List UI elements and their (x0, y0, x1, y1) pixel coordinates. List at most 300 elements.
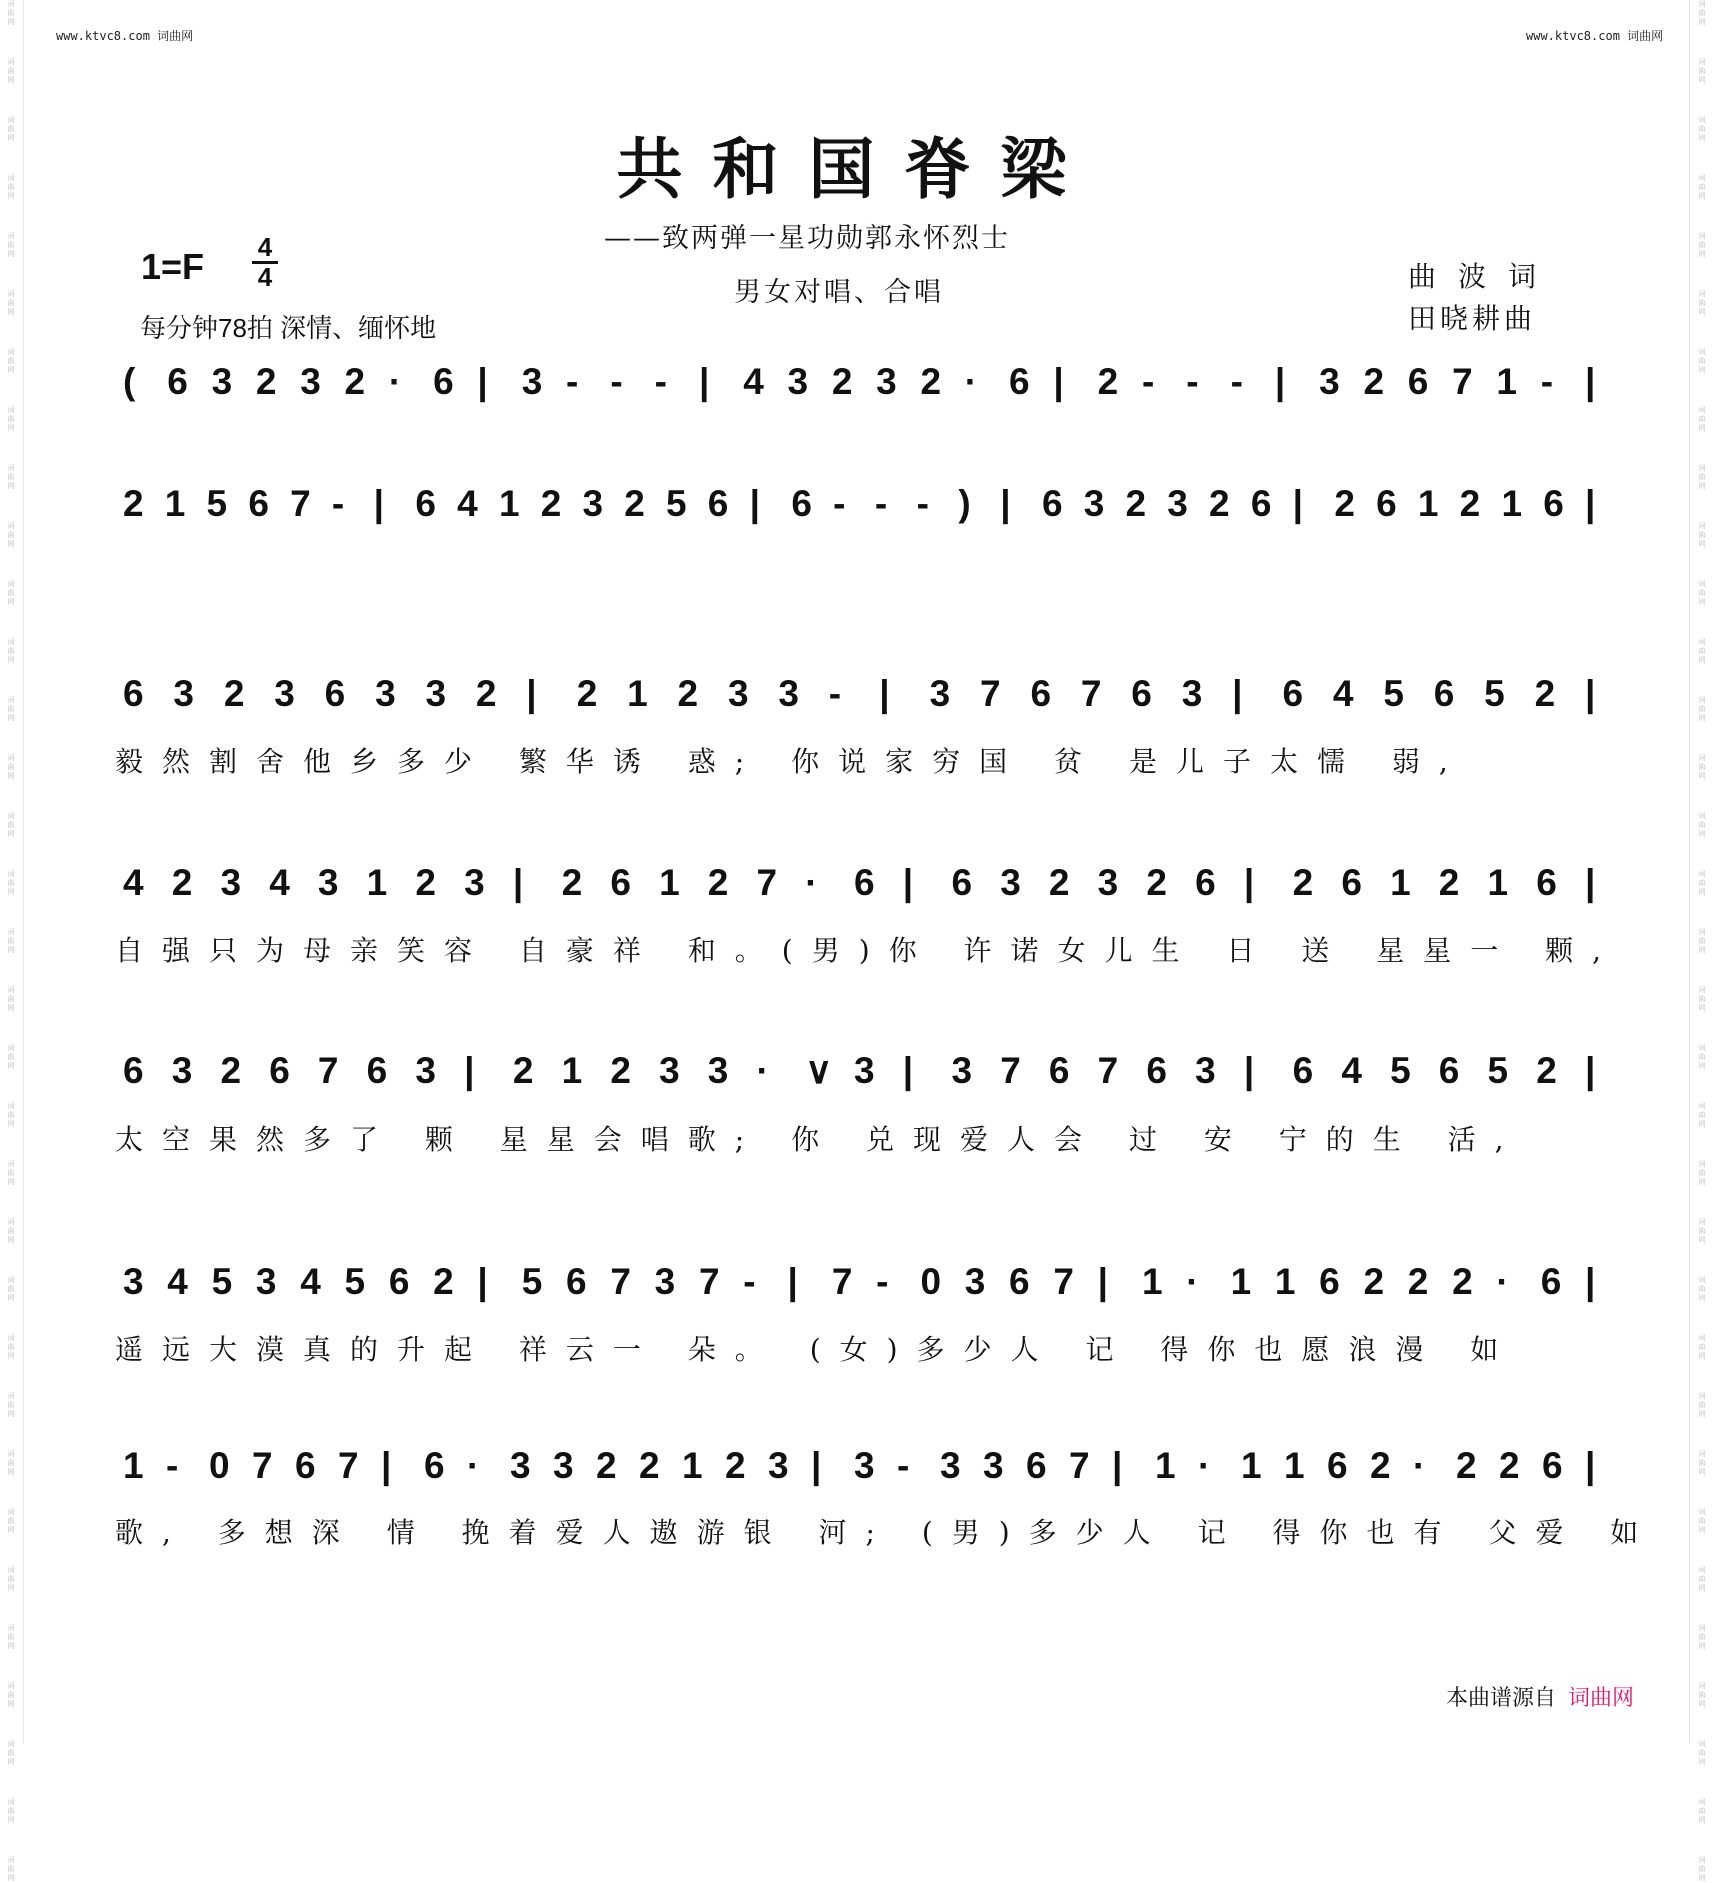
score-token: 3 (521, 361, 543, 402)
barline: | (1097, 1261, 1109, 1302)
score-token: 3 (654, 1261, 676, 1302)
lyrics-line: 毅然割舍他乡多少 繁华诱 惑; 你说家穷国 贫 是儿子太懦 弱, (115, 745, 1467, 778)
score-token: 0 (209, 1445, 230, 1486)
side-watermark: 词 曲 网 (7, 870, 15, 896)
score-token: · (805, 862, 818, 903)
barline: | (1585, 361, 1596, 402)
score-token: 3 (211, 361, 233, 402)
score-token: 6 (566, 1261, 587, 1302)
key-signature: 1=F (141, 246, 205, 287)
score-token: 2 (123, 483, 144, 524)
side-watermark: 词 曲 网 (7, 116, 15, 142)
score-token: 4 (123, 862, 144, 903)
side-watermark: 词 曲 网 (1698, 812, 1706, 838)
side-watermark: 词 曲 网 (1698, 1218, 1706, 1244)
barline: | (1292, 483, 1303, 524)
score-token: 5 (211, 1261, 233, 1302)
score-token: 3 (1319, 361, 1340, 402)
score-token: - (828, 673, 842, 714)
score-token: 7 (252, 1445, 273, 1486)
score-token: 3 (876, 361, 897, 402)
score-token: 3 (425, 673, 447, 714)
score-token: 2 (433, 1261, 454, 1302)
score-token: 6 (1438, 1050, 1460, 1091)
tempo-marking: 每分钟78拍 深情、缅怀地 (140, 313, 437, 343)
score-token: 3 (707, 1050, 729, 1091)
side-watermark: 词 曲 网 (7, 1856, 15, 1882)
score-token: 3 (274, 673, 295, 714)
score-token: 5 (1484, 673, 1505, 714)
score-token: 6 (1009, 361, 1030, 402)
lyrics-line: 自强只为母亲笑容 自豪祥 和。(男)你 许诺女儿生 日 送 星星一 颗, (115, 934, 1621, 967)
score-token: 2 (596, 1445, 617, 1486)
score-token: - (876, 1261, 889, 1302)
barline: | (526, 673, 537, 714)
score-token: 3 (727, 673, 749, 714)
score-token: 7 (610, 1261, 631, 1302)
barline: | (512, 862, 524, 903)
barline: | (749, 483, 760, 524)
score-token: 6 (1543, 483, 1564, 524)
score-token: 7 (338, 1445, 359, 1486)
side-watermark: 词 曲 网 (1698, 406, 1706, 432)
score-token: - (566, 361, 579, 402)
score-token: - (833, 483, 846, 524)
score-token: 2 (1146, 862, 1167, 903)
barline: | (477, 361, 488, 402)
score-token: 5 (206, 483, 228, 524)
barline: | (1585, 862, 1596, 903)
side-watermark: 词 曲 网 (1698, 1508, 1706, 1534)
score-token: 2 (1292, 862, 1314, 903)
score-token: 7 (317, 1050, 339, 1091)
score-token: 6 (1250, 483, 1272, 524)
score-token: 2 (725, 1445, 746, 1486)
score-token: 1 (1241, 1445, 1262, 1486)
score-token: 7 (831, 1261, 853, 1302)
left-watermark-strip (4, 0, 18, 1882)
score-token: 2 (171, 862, 193, 903)
lyrics-line: 遥远大漠真的升起 祥云一 朵。 (女)多少人 记 得你也愿浪漫 如 (115, 1333, 1518, 1366)
score-token: 2 (220, 1050, 242, 1091)
score-token: 6 (324, 673, 346, 714)
side-watermark: 词 曲 网 (7, 638, 15, 664)
side-watermark: 词 曲 网 (7, 522, 15, 548)
score-token: - (874, 483, 888, 524)
lyrics-line: 太空果然多了 颗 星星会唱歌; 你 兑现爱人会 过 安 宁的生 活, (115, 1123, 1523, 1156)
score-token: - (654, 361, 667, 402)
score-token: 6 (248, 483, 269, 524)
score-token: 6 (1540, 1261, 1562, 1302)
side-watermark: 词 曲 网 (1698, 116, 1706, 142)
score-token: 6 (1026, 1445, 1047, 1486)
score-token: 2 (1536, 1050, 1557, 1091)
score-token: 6 (1195, 862, 1216, 903)
source-footer (1446, 1681, 1634, 1712)
score-token: 6 (123, 1050, 144, 1091)
score-token: 7 (290, 483, 311, 524)
left-margin-line (23, 0, 24, 1743)
score-token: 6 (1009, 1261, 1030, 1302)
score-token: 6 (1341, 862, 1362, 903)
side-watermark: 词 曲 网 (7, 0, 15, 26)
score-token: 7 (756, 862, 778, 903)
score-token: 2 (1363, 361, 1385, 402)
barline: | (477, 1261, 488, 1302)
score-token: 3 (464, 862, 485, 903)
score-token: 7 (1080, 673, 1102, 714)
barline: | (902, 1050, 914, 1091)
side-watermark: 词 曲 网 (7, 580, 15, 606)
score-token: 3 (173, 673, 194, 714)
side-watermark: 词 曲 网 (1698, 1450, 1706, 1476)
side-watermark: 词 曲 网 (7, 406, 15, 432)
score-token: 2 (255, 361, 277, 402)
score-token: 3 (510, 1445, 531, 1486)
score-token: 7 (1452, 361, 1473, 402)
side-watermark: 词 曲 网 (1698, 1566, 1706, 1592)
score-token: 4 (167, 1261, 188, 1302)
score-token: 2 (1456, 1445, 1477, 1486)
score-token: - (610, 361, 623, 402)
score-token: 6 (424, 1445, 445, 1486)
score-token: · (467, 1445, 480, 1486)
score-token: 6 (1131, 673, 1152, 714)
score-token: 4 (1332, 673, 1354, 714)
side-watermark: 词 曲 网 (1698, 1102, 1706, 1128)
score-token: 6 (791, 483, 812, 524)
score-token: 3 (940, 1445, 961, 1486)
score-token: 7 (698, 1261, 720, 1302)
score-token: 3 (1000, 862, 1021, 903)
score-token: 2 (415, 862, 436, 903)
score-token: 5 (1487, 1050, 1509, 1091)
score-token: 4 (457, 483, 478, 524)
side-watermark: 词 曲 网 (1698, 1044, 1706, 1070)
score-token: 6 (1282, 673, 1304, 714)
side-watermark: 词 曲 网 (7, 1392, 15, 1418)
score-token: 2 (1438, 862, 1460, 903)
side-watermark: 词 曲 网 (1698, 986, 1706, 1012)
score-token: 3 (582, 483, 604, 524)
lyricist-credit: 曲波词 (1408, 260, 1559, 293)
score-token: 7 (1053, 1261, 1074, 1302)
score-token: 5 (1383, 673, 1404, 714)
side-watermark: 词 曲 网 (7, 1798, 15, 1824)
side-watermark: 词 曲 网 (1698, 870, 1706, 896)
score-token: 6 (1319, 1261, 1340, 1302)
score-token: 3 (317, 862, 339, 903)
score-token: 2 (1125, 483, 1147, 524)
score-token: 3 (220, 862, 242, 903)
side-watermark: 词 曲 网 (7, 232, 15, 258)
score-token: 3 (300, 361, 321, 402)
side-watermark: 词 曲 网 (7, 1044, 15, 1070)
score-token: · (1198, 1445, 1211, 1486)
side-watermark: 词 曲 网 (1698, 1334, 1706, 1360)
score-token: - (166, 1445, 179, 1486)
barline: | (1585, 673, 1596, 714)
score-token: 6 (1030, 673, 1052, 714)
watermark-right: www.ktvc8.com 词曲网 (1526, 29, 1664, 43)
side-watermark: 词 曲 网 (1698, 290, 1706, 316)
performance-form: 男女对唱、合唱 (734, 277, 944, 308)
score-token: 6 (388, 1261, 410, 1302)
score-token: · (756, 1050, 769, 1091)
score-token: 4 (269, 862, 290, 903)
score-token: 6 (1292, 1050, 1314, 1091)
score-token: · (1496, 1261, 1509, 1302)
side-watermark: 词 曲 网 (7, 986, 15, 1012)
side-watermark: 词 曲 网 (1698, 464, 1706, 490)
score-token: 0 (920, 1261, 942, 1302)
song-title: 共和国脊梁 (616, 130, 1097, 208)
score-token: 7 (1097, 1050, 1119, 1091)
score-token: 1 (1496, 361, 1517, 402)
score-token: - (743, 1261, 756, 1302)
score-token: 6 (167, 361, 188, 402)
barline: | (1243, 1050, 1255, 1091)
score-token: ) (958, 483, 971, 524)
side-watermark: 词 曲 网 (1698, 1856, 1706, 1882)
score-token: 6 (1407, 361, 1429, 402)
score-token: 3 (787, 361, 809, 402)
score-token: 2 (639, 1445, 660, 1486)
side-watermark: 词 曲 网 (1698, 1160, 1706, 1186)
barline: | (381, 1445, 392, 1486)
score-token: 6 (707, 483, 729, 524)
score-token: 3 (768, 1445, 789, 1486)
barline: | (1053, 361, 1064, 402)
score-token: 3 (854, 1050, 875, 1091)
score-token: - (1540, 361, 1554, 402)
source-label: 本曲谱源自 (1446, 1685, 1557, 1710)
score-token: 1 (1230, 1261, 1252, 1302)
score-token: 1 (164, 483, 186, 524)
score-token: 2 (1452, 1261, 1473, 1302)
score-token: 3 (1195, 1050, 1216, 1091)
score-token: 1 (1274, 1261, 1296, 1302)
barline: | (1274, 361, 1286, 402)
score-token: 5 (1390, 1050, 1411, 1091)
barline: | (879, 673, 890, 714)
side-watermark: 词 曲 网 (7, 1160, 15, 1186)
time-signature-bottom: 4 (252, 261, 278, 291)
score-token: 3 (854, 1445, 875, 1486)
score-token: 3 (983, 1445, 1004, 1486)
side-watermark: 词 曲 网 (7, 290, 15, 316)
score-token: 2 (1363, 1261, 1385, 1302)
score-token: 1 (627, 673, 648, 714)
barline: | (464, 1050, 475, 1091)
score-token: 1 (1284, 1445, 1305, 1486)
source-brand: 词曲网 (1568, 1685, 1635, 1710)
score-token: 3 (1083, 483, 1105, 524)
barline: | (1232, 673, 1243, 714)
side-watermark: 词 曲 网 (7, 1740, 15, 1766)
score-token: 1 (1141, 1261, 1163, 1302)
right-watermark-strip (1695, 0, 1709, 1882)
barline: | (1243, 862, 1255, 903)
score-token: 2 (677, 673, 699, 714)
score-token: 3 (1181, 673, 1203, 714)
score-token: 3 (255, 1261, 277, 1302)
score-token: 6 (269, 1050, 290, 1091)
score-token: 3 (123, 1261, 144, 1302)
score-token: 2 (512, 1050, 534, 1091)
score-token: 2 (223, 673, 245, 714)
score-token: 1 (561, 1050, 583, 1091)
score-token: 3 (1097, 862, 1119, 903)
side-watermark: 词 曲 网 (1698, 0, 1706, 26)
score-token: 3 (951, 1050, 973, 1091)
score-token: 1 (1390, 862, 1411, 903)
score-token: 6 (1327, 1445, 1348, 1486)
right-margin-line (1689, 0, 1690, 1743)
score-token: 3 (964, 1261, 986, 1302)
side-watermark: 词 曲 网 (7, 754, 15, 780)
score-token: 1 (1487, 862, 1509, 903)
side-watermark: 词 曲 网 (1698, 580, 1706, 606)
side-watermark: 词 曲 网 (7, 1624, 15, 1650)
lyrics-line: 歌, 多想深 情 挽着爱人遨游银 河; (男)多少人 记 得你也有 父爱 如 (115, 1516, 1658, 1549)
side-watermark: 词 曲 网 (7, 1218, 15, 1244)
barline: | (1585, 1261, 1596, 1302)
side-watermark: 词 曲 网 (7, 174, 15, 200)
side-watermark: 词 曲 网 (7, 1102, 15, 1128)
score-token: · (1413, 1445, 1426, 1486)
barline: | (1585, 483, 1596, 524)
score-token: 1 (1501, 483, 1523, 524)
score-token: - (1230, 361, 1243, 402)
score-token: ∨ (805, 1050, 833, 1091)
score-token: 1 (1417, 483, 1439, 524)
side-watermark: 词 曲 网 (7, 1276, 15, 1302)
score-token: 2 (1097, 361, 1119, 402)
barline: | (1585, 1445, 1596, 1486)
score-token: 2 (707, 862, 729, 903)
watermark-left: www.ktvc8.com 词曲网 (56, 29, 194, 43)
score-token: 2 (624, 483, 645, 524)
time-signature-top: 4 (257, 232, 273, 262)
side-watermark: 词 曲 网 (1698, 58, 1706, 84)
score-token: 3 (929, 673, 951, 714)
score-token: ( (123, 361, 136, 402)
score-token: 2 (1534, 673, 1556, 714)
barline: | (373, 483, 384, 524)
score-token: 6 (854, 862, 875, 903)
side-watermark: 词 曲 网 (7, 696, 15, 722)
score-token: 7 (980, 673, 1001, 714)
side-watermark: 词 曲 网 (1698, 1276, 1706, 1302)
score-token: 3 (375, 673, 396, 714)
score-token: 4 (1341, 1050, 1362, 1091)
score-token: 3 (553, 1445, 574, 1486)
score-token: 2 (576, 673, 598, 714)
score-token: 1 (682, 1445, 703, 1486)
score-token: 1 (1155, 1445, 1176, 1486)
score-token: 6 (415, 483, 436, 524)
side-watermark: 词 曲 网 (7, 1566, 15, 1592)
score-token: 7 (1000, 1050, 1021, 1091)
score-token: 6 (610, 862, 631, 903)
score-token: 2 (1459, 483, 1481, 524)
side-watermark: 词 曲 网 (7, 1508, 15, 1534)
side-watermark: 词 曲 网 (1698, 1682, 1706, 1708)
score-token: 1 (498, 483, 520, 524)
score-token: 3 (1167, 483, 1188, 524)
score-token: - (331, 483, 345, 524)
side-watermark: 词 曲 网 (1698, 1798, 1706, 1824)
score-token: 6 (1433, 673, 1455, 714)
score-token: 5 (344, 1261, 366, 1302)
score-token: 2 (610, 1050, 631, 1091)
score-token: 6 (433, 361, 454, 402)
score-token: · (388, 361, 402, 402)
side-watermark: 词 曲 网 (1698, 638, 1706, 664)
score-token: 2 (1407, 1261, 1429, 1302)
score-token: 2 (1209, 483, 1230, 524)
score-token: 1 (366, 862, 388, 903)
score-token: 2 (561, 862, 583, 903)
score-token: 2 (1370, 1445, 1391, 1486)
score-token: 2 (344, 361, 366, 402)
score-token: 2 (831, 361, 853, 402)
score-token: 6 (1376, 483, 1397, 524)
barline: | (1112, 1445, 1123, 1486)
score-token: 6 (123, 673, 144, 714)
score-token: - (1141, 361, 1155, 402)
score-token: - (1186, 361, 1199, 402)
side-watermark: 词 曲 网 (7, 464, 15, 490)
score-token: 2 (920, 361, 942, 402)
barline: | (787, 1261, 798, 1302)
side-watermark: 词 曲 网 (1698, 174, 1706, 200)
barline: | (698, 361, 710, 402)
song-subtitle: ——致两弹一星功勋郭永怀烈士 (604, 223, 1010, 254)
score-token: 1 (123, 1445, 144, 1486)
score-token: 2 (540, 483, 562, 524)
side-watermark: 词 曲 网 (7, 1682, 15, 1708)
score-token: 4 (300, 1261, 321, 1302)
score-token: - (897, 1445, 910, 1486)
score-token: 6 (1542, 1445, 1563, 1486)
barline: | (811, 1445, 822, 1486)
side-watermark: 词 曲 网 (1698, 754, 1706, 780)
score-token: 2 (475, 673, 497, 714)
score-token: 3 (778, 673, 799, 714)
side-watermark: 词 曲 网 (7, 348, 15, 374)
score-token: 3 (415, 1050, 436, 1091)
score-token: 1 (659, 862, 680, 903)
side-watermark: 词 曲 网 (1698, 928, 1706, 954)
score-token: 2 (1499, 1445, 1520, 1486)
score-token: 5 (666, 483, 687, 524)
score-token: 6 (1048, 1050, 1070, 1091)
score-token: 5 (521, 1261, 543, 1302)
barline: | (1000, 483, 1011, 524)
composer-credit: 田晓耕曲 (1408, 302, 1537, 335)
score-token: 3 (659, 1050, 680, 1091)
score-token: 4 (743, 361, 764, 402)
score-token: 3 (171, 1050, 193, 1091)
side-watermark: 词 曲 网 (7, 1450, 15, 1476)
side-watermark: 词 曲 网 (7, 58, 15, 84)
score-token: 6 (1536, 862, 1557, 903)
barline: | (902, 862, 914, 903)
score-token: - (916, 483, 929, 524)
score-token: 6 (1146, 1050, 1167, 1091)
